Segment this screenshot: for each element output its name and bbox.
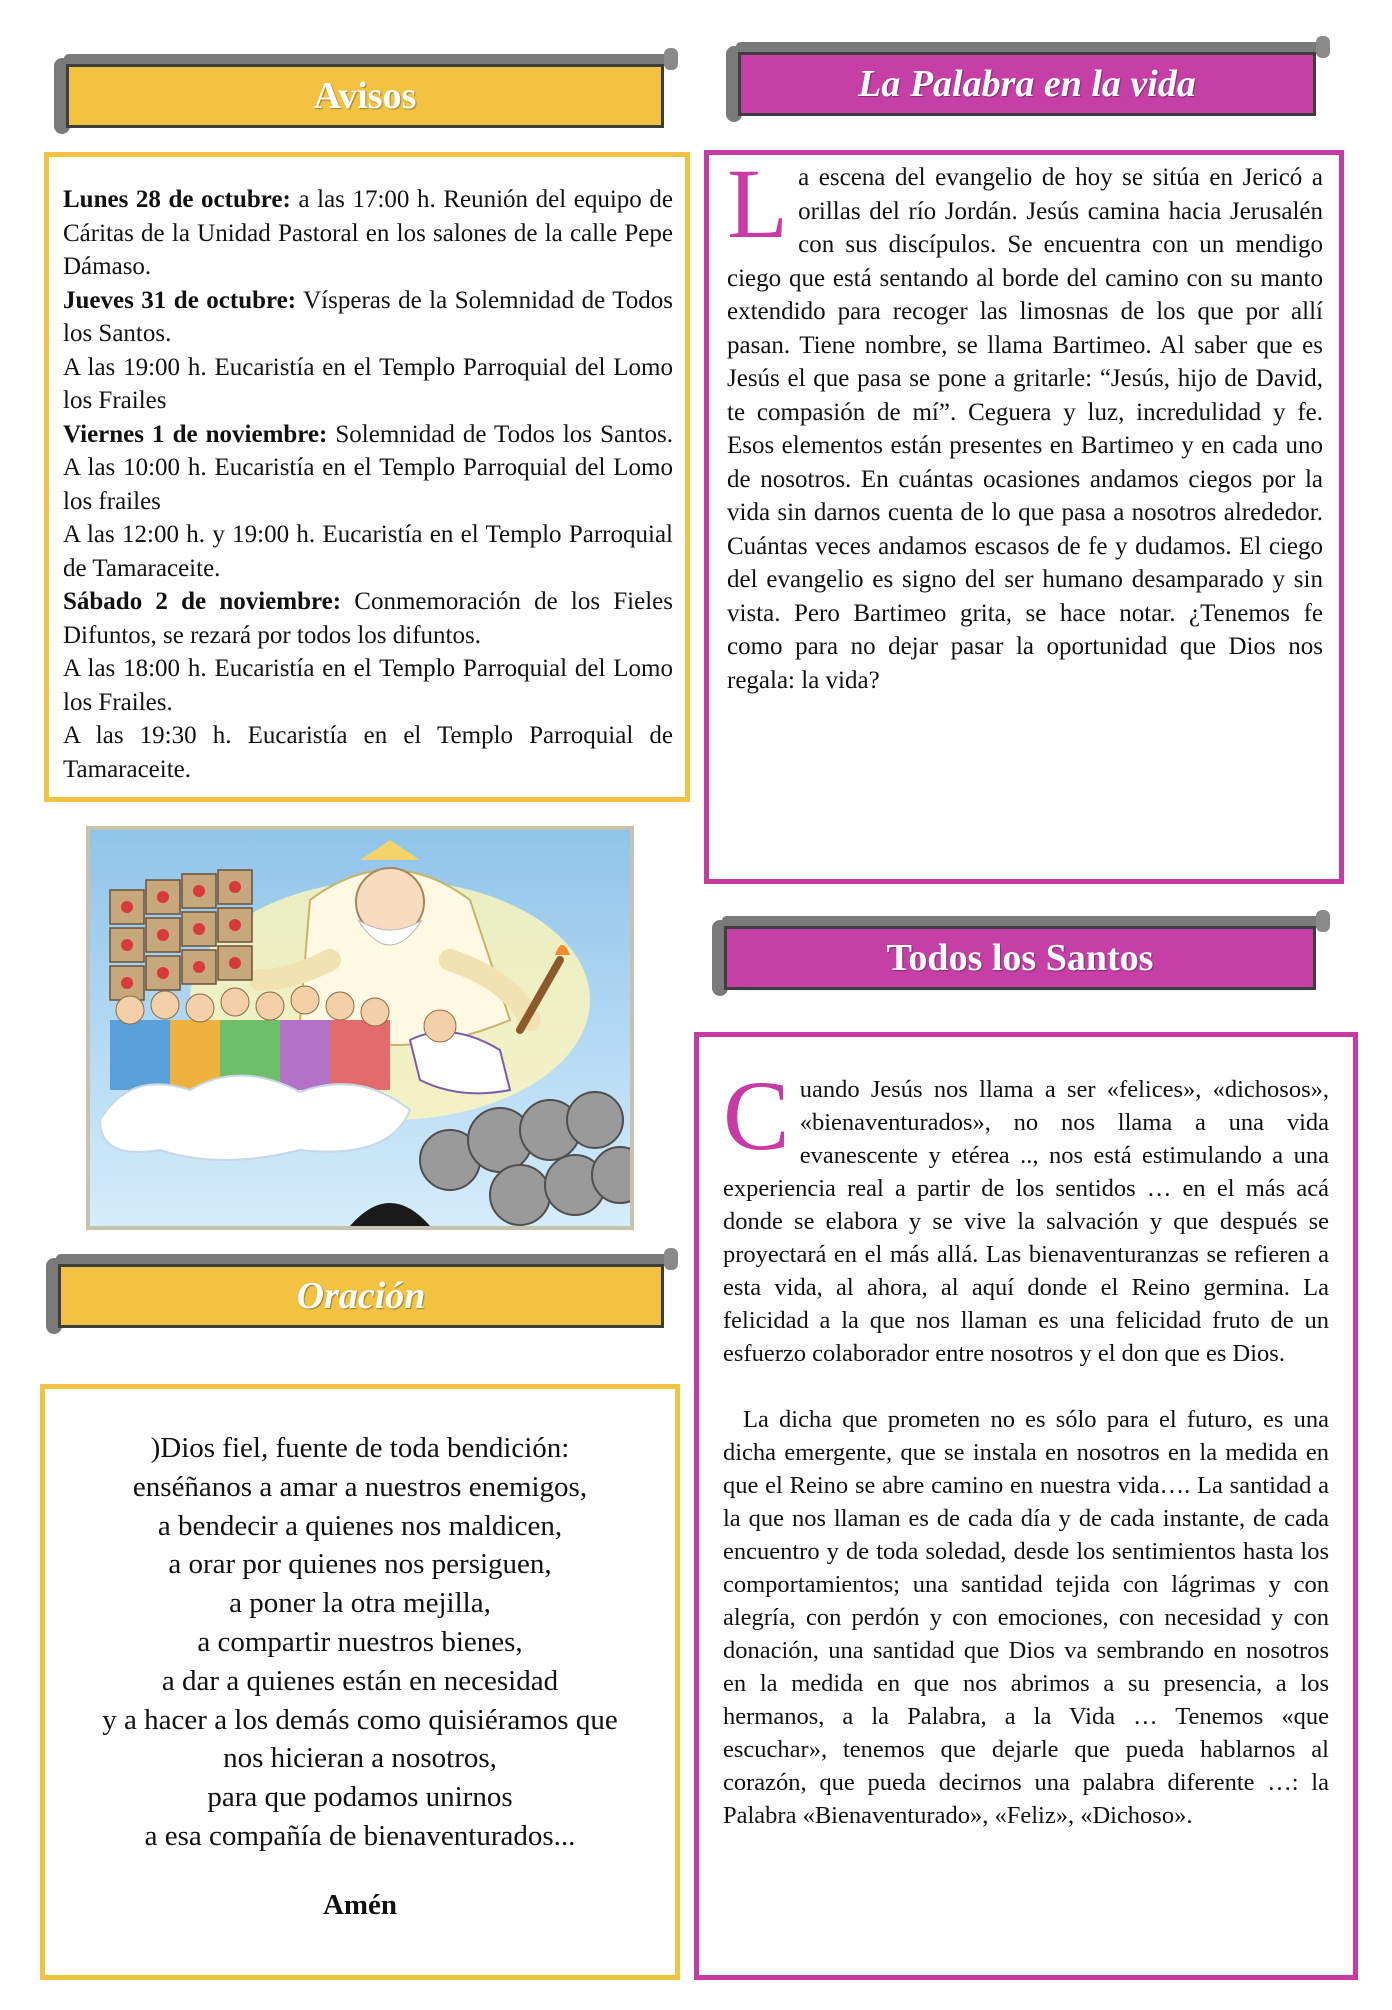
santos-paragraph: La dicha que prometen no es sólo para el futuro, es una dicha emergente, que se instala en nosotros en la medida en que el Reino se abre camino en nuestra vida…. La santidad a la que nos llaman es de cada día y de cada instante, de cada encuentro y de toda soledad, desde los sentimientos hasta los comportamientos; una santidad tejida con lágrimas y con alegría, con perdón y con emociones, con necesidad y con donación, una santidad que Dios va sembrando en nosotros en la medida en que nos abrimos a su presencia, a los hermanos, a la Palabra, a la Vida … Tenemos «que escuchar», tenemos que dejarle que pueda hablarnos al corazón, que pueda decirnos una palabra diferente …: la Palabra «Bienaventurado», «Feliz», «Dichoso». xyxy=(723,1406,1329,1829)
palabra-body: a escena del evangelio de hoy se sitúa en Jericó a orillas del río Jordán. Jesús camina hacia Jerusalén con sus discípulos. Se encuentra con un mendigo ciego que está sentando al borde del camino con su manto extendido para recoger las limosnas de los que por allí pasan. Tiene nombre, se llama Bartimeo. Al saber que es Jesús el que pasa se pone a gritarle: “Jesús, hijo de David, te compasión de mí”. Ceguera y luz, incredulidad y fe. Esos elementos están presentes en Bartimeo y en cada uno de nosotros. En cuántas ocasiones andamos ciegos por la vida sin darnos cuenta de lo que pasa a nosotros alrededor. Cuántas veces andamos escasos de fe y dudamos. El ciego del evangelio es signo del ser humano desamparado y sin vista. Pero Bartimeo grita, se hace notar. ¿Tenemos fe como para no dejar pasar la oportunidad que Dios nos regala: la vida? xyxy=(727,164,1323,694)
santos-box xyxy=(694,1032,1358,1980)
aviso-text: A las 19:00 h. Eucaristía en el Templo Parroquial del Lomo los Frailes xyxy=(63,353,673,414)
prayer-line: a compartir nuestros bienes, xyxy=(197,1625,523,1658)
aviso-text: A las 12:00 h. y 19:00 h. Eucaristía en el Templo Parroquial de Tamaraceite. xyxy=(63,521,673,582)
santos-text xyxy=(723,1060,1329,1832)
aviso-date: Lunes 28 de octubre: xyxy=(63,186,291,213)
aviso-text: Solemnidad de Todos los Santos. A las 10:00 h. Eucaristía en el Templo Parroquial del Lomo los frailes xyxy=(63,420,673,515)
aviso-text: Vísperas de la Solemnidad de Todos los Santos. xyxy=(63,286,674,347)
avisos-box xyxy=(44,152,690,802)
aviso-text: A las 18:00 h. Eucaristía en el Templo Parroquial del Lomo los Frailes. xyxy=(63,655,673,716)
saints-illustration xyxy=(86,826,634,1230)
oracion-title: Oración xyxy=(58,1264,664,1328)
santos-dropcap: C xyxy=(723,1060,790,1171)
santos-banner xyxy=(712,916,1326,984)
prayer-line: a bendecir a quienes nos maldicen, xyxy=(157,1509,563,1542)
prayer-amen: Amén xyxy=(322,1888,398,1921)
saints-drawing xyxy=(90,830,630,1226)
aviso-date: Sábado 2 de noviembre: xyxy=(63,588,342,615)
prayer-text xyxy=(53,1429,667,1925)
prayer-line: y a hacer a los demás como quisiéramos que xyxy=(102,1703,618,1736)
palabra-text xyxy=(727,148,1323,697)
avisos-banner xyxy=(54,54,674,122)
aviso-date: Jueves 31 de octubre: xyxy=(63,286,297,314)
prayer-line: nos hicieran a nosotros, xyxy=(223,1742,497,1775)
prayer-line: para que podamos unirnos xyxy=(207,1781,513,1814)
palabra-box xyxy=(704,150,1344,884)
santos-title: Todos los Santos xyxy=(724,926,1316,990)
prayer-line: a esa compañía de bienaventurados... xyxy=(144,1819,576,1852)
prayer-line: a orar por quienes nos persiguen, xyxy=(168,1548,552,1581)
palabra-dropcap: L xyxy=(727,148,789,259)
prayer-line: enséñanos a amar a nuestros enemigos, xyxy=(132,1470,588,1503)
palabra-banner xyxy=(726,42,1326,110)
aviso-text: Conmemoración de los Fieles Difuntos, se rezará por todos los difuntos. xyxy=(63,588,673,649)
prayer-line: a dar a quienes están en necesidad xyxy=(161,1664,559,1697)
prayer-line: a poner la otra mejilla, xyxy=(229,1587,491,1620)
aviso-text: a las 17:00 h. Reunión del equipo de Cáritas de la Unidad Pastoral en los salones de la calle Pepe Dámaso. xyxy=(63,186,673,280)
avisos-title: Avisos xyxy=(66,64,664,128)
oracion-box xyxy=(40,1384,680,1980)
oracion-banner xyxy=(46,1254,674,1322)
aviso-date: Viernes 1 de noviembre: xyxy=(63,420,328,448)
palabra-title: La Palabra en la vida xyxy=(738,52,1316,116)
santos-paragraph: uando Jesús nos llama a ser «felices», «dichosos», «bienaventurados», no nos llama a una vida evanescente y etérea .., nos está estimulando a una experiencia real a partir de los sentidos … en el más acá donde se elabora y se vive la salvación y que después se proyectará en el más allá. Las bienaventuranzas se refieren a esta vida, al ahora, al aquí donde el Reino germina. La felicidad a la que nos llaman es una felicidad fruto de un esfuerzo colaborador entre nosotros y el don que es Dios. xyxy=(723,1076,1329,1367)
aviso-text: A las 19:30 h. Eucaristía en el Templo Parroquial de Tamaraceite. xyxy=(63,722,673,783)
prayer-line: )Dios fiel, fuente de toda bendición: xyxy=(150,1432,570,1464)
avisos-text xyxy=(63,183,673,786)
